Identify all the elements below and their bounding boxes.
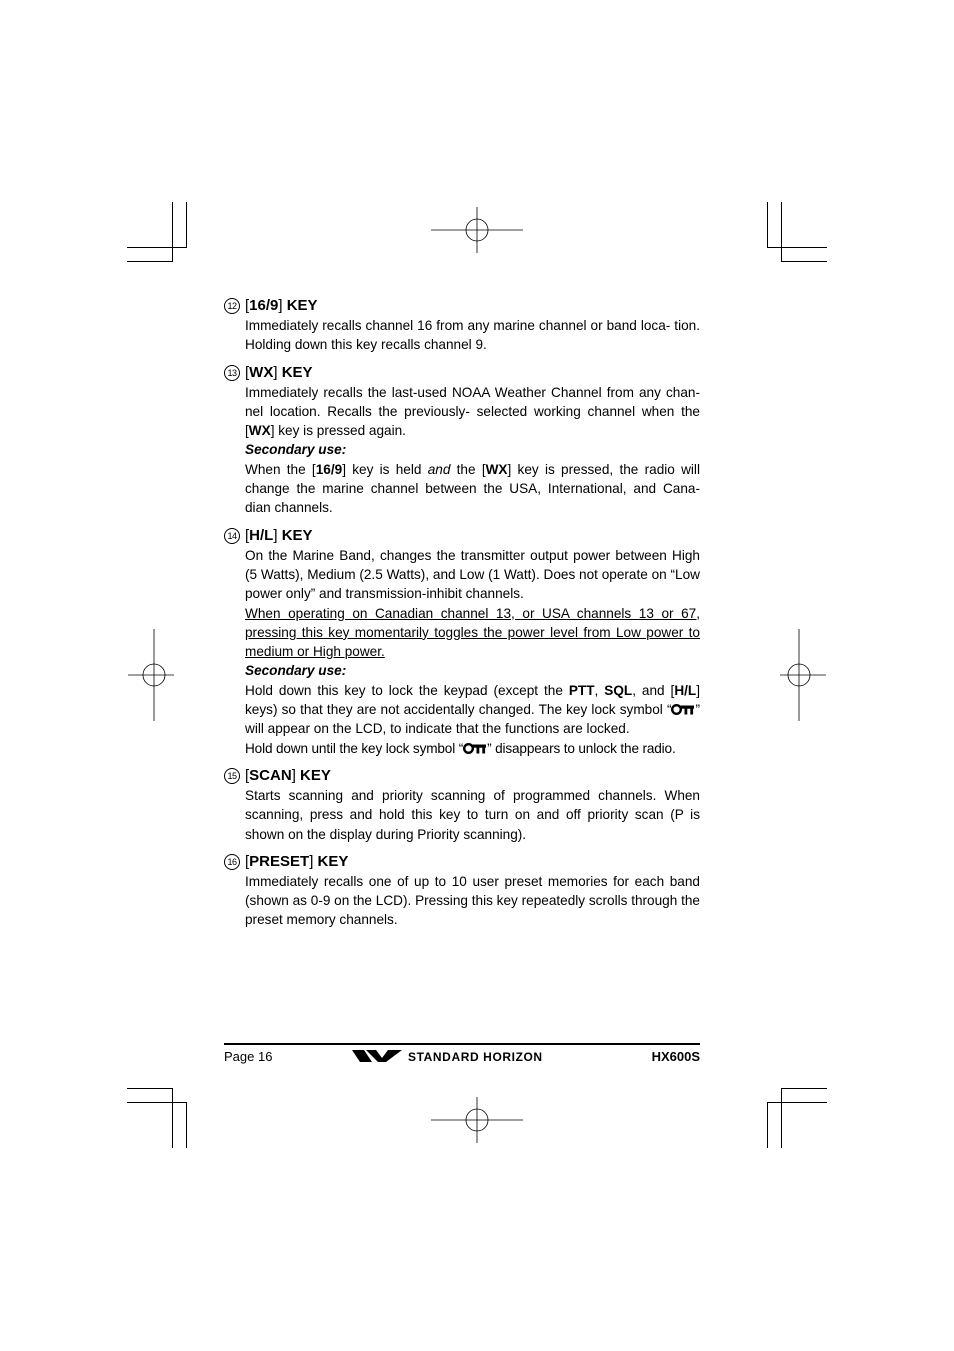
paragraph: Hold down until the key lock symbol “ ” disappears to unlock the radio. <box>245 740 676 756</box>
section-heading: 12 [16/9] KEY <box>224 296 700 316</box>
key-suffix: KEY <box>286 297 318 314</box>
paragraph: Hold down this key to lock the keypad (except the PTT, SQL, and [H/L] keys) so that they are not accidentally changed. The key lock symbol “ ” will appear on the LCD, to indicate that the functions are locked. <box>245 682 700 737</box>
secondary-use-label: Secondary use: <box>245 663 347 679</box>
paragraph: Immediately recalls channel 16 from any marine channel or band loca- tion. Holding down this key recalls channel 9. <box>245 318 700 353</box>
section-scan-key <box>224 766 700 844</box>
manual-content <box>224 296 700 938</box>
circled-number: 15 <box>224 768 240 784</box>
crop-mark <box>767 1102 768 1148</box>
underlined-paragraph: When operating on Canadian channel 13, or USA channels 13 or 67, pressing this key momentarily toggles the power level from Low power to medium or High power. <box>245 605 700 660</box>
key-suffix: KEY <box>317 852 349 870</box>
section-body <box>245 383 700 518</box>
page-number: Page 16 <box>224 1049 273 1064</box>
circled-number: 13 <box>224 365 240 381</box>
crop-mark <box>781 202 782 261</box>
section-body <box>245 316 700 355</box>
section-16-9-key <box>224 296 700 355</box>
key-suffix: KEY <box>281 526 313 544</box>
crop-mark <box>767 202 768 248</box>
key-name: 16/9 <box>249 297 279 314</box>
key-name: WX <box>249 363 274 381</box>
brand-name: STANDARD HORIZON <box>408 1050 543 1064</box>
key-name: H/L <box>249 526 274 544</box>
crop-mark <box>127 1102 187 1103</box>
circled-number: 12 <box>224 298 240 314</box>
crop-mark <box>127 261 173 262</box>
section-heading: 13 [WX] KEY <box>224 363 700 383</box>
registration-mark-icon <box>780 629 826 721</box>
registration-mark-icon <box>128 629 174 721</box>
section-h-l-key <box>224 526 700 758</box>
circled-number: 14 <box>224 528 240 544</box>
page-footer <box>224 1043 700 1067</box>
crop-mark <box>781 261 827 262</box>
circled-number: 16 <box>224 854 240 870</box>
key-lock-icon <box>671 703 695 716</box>
key-suffix: KEY <box>300 766 331 784</box>
section-body <box>245 872 700 930</box>
key-lock-icon <box>463 742 487 755</box>
section-preset-key <box>224 852 700 930</box>
paragraph: Immediately recalls the last-used NOAA Weather Channel from any chan- nel location. Recalls the previously- selected working channel when the [WX] key is pressed again. <box>245 384 700 439</box>
crop-mark <box>781 1088 827 1089</box>
registration-mark-icon <box>431 1097 523 1143</box>
section-body <box>245 546 700 758</box>
paragraph: On the Marine Band, changes the transmitter output power between High (5 Watts), Medium (2.5 Watts), and Low (1 Watt). Does not operate on “Low power only” and transmission-inhibit channels. <box>245 547 700 602</box>
registration-mark-icon <box>431 207 523 253</box>
crop-mark <box>186 202 187 248</box>
key-suffix: KEY <box>281 363 313 381</box>
paragraph: Starts scanning and priority scanning of programmed channels. When scanning, press and hold this key to turn on and off priority scan (P is shown on the display during Priority scanning). <box>245 787 700 842</box>
crop-mark <box>172 1088 173 1148</box>
key-name: SCAN <box>249 766 292 784</box>
key-name: PRESET <box>249 852 310 870</box>
secondary-use-label: Secondary use: <box>245 442 347 458</box>
crop-mark <box>767 1102 827 1103</box>
section-heading: 15 [SCAN] KEY <box>224 766 700 786</box>
crop-mark <box>127 247 187 248</box>
crop-mark <box>767 247 827 248</box>
section-wx-key <box>224 363 700 518</box>
section-body <box>245 786 700 844</box>
crop-mark <box>172 202 173 261</box>
section-heading: 14 [H/L] KEY <box>224 526 700 546</box>
crop-mark <box>127 1088 173 1089</box>
standard-horizon-logo-icon <box>352 1048 404 1064</box>
section-heading: 16 [PRESET] KEY <box>224 852 700 872</box>
model-number: HX600S <box>651 1049 700 1064</box>
paragraph: When the [16/9] key is held and the [WX] key is pressed, the radio will change the marine channel between the USA, International, and Cana- dian channels. <box>245 461 700 516</box>
paragraph: Immediately recalls one of up to 10 user preset memories for each band (shown as 0-9 on the LCD). Pressing this key repeatedly scrolls through the preset memory channels. <box>245 873 700 928</box>
crop-mark <box>781 1088 782 1148</box>
crop-mark <box>186 1102 187 1148</box>
